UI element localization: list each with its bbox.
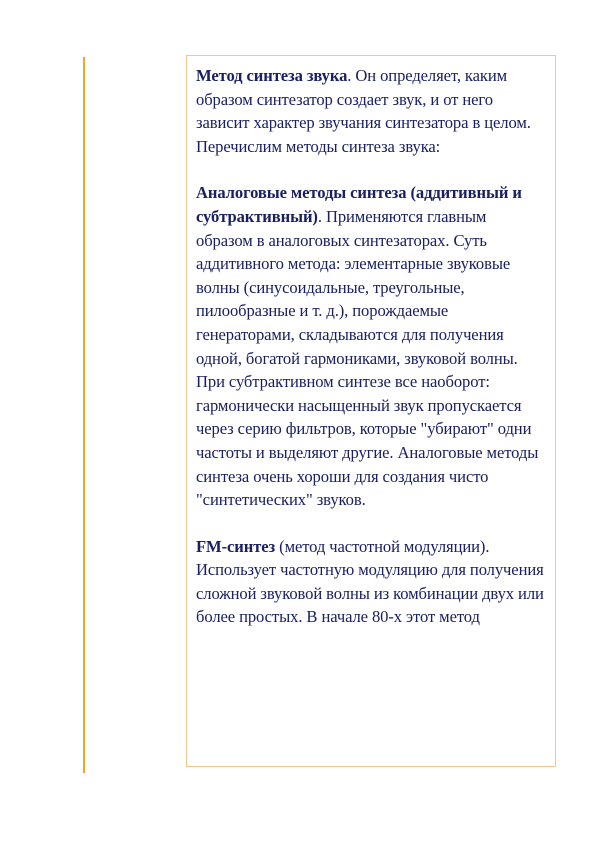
paragraph-text: . Он определяет, каким образом синтезатор создает звук, и от него зависит характер звучания синтезатора в целом. Перечислим методы синтеза звука: <box>196 66 531 156</box>
term-synthesis-method: Метод синтеза звука <box>196 66 348 85</box>
paragraph-text: (метод частотной модуляции). Использует частотную модуляцию для получения сложной звуковой волны из комбинации двух или более простых. В начале 80-х этот метод <box>196 536 544 627</box>
paragraph-synthesis-method <box>196 64 547 158</box>
paragraph-analog-synthesis <box>196 181 547 511</box>
left-margin-rule <box>83 57 85 773</box>
paragraph-fm-synthesis <box>196 535 547 629</box>
text-frame <box>186 55 556 767</box>
term-fm-synthesis: FM-синтез <box>196 536 276 556</box>
paragraph-text: . Применяются главным образом в аналоговых синтезаторах. Суть аддитивного метода: элементарные звуковые волны (синусоидальные, треугольные, пилообразные и т. д.), порождаемые генераторами, складываются для получения одной, богатой гармониками, звуковой волны. При субтрактивном синтезе все наоборот: гармонически насыщенный звук пропускается через серию фильтров, которые "убирают" одни частоты и выделяют другие. Аналоговые методы синтеза очень хороши для создания чисто "синтетических" звуков. <box>196 206 539 510</box>
term-analog-synthesis: Аналоговые методы синтеза (аддитивный и субтрактивный) <box>196 183 522 226</box>
